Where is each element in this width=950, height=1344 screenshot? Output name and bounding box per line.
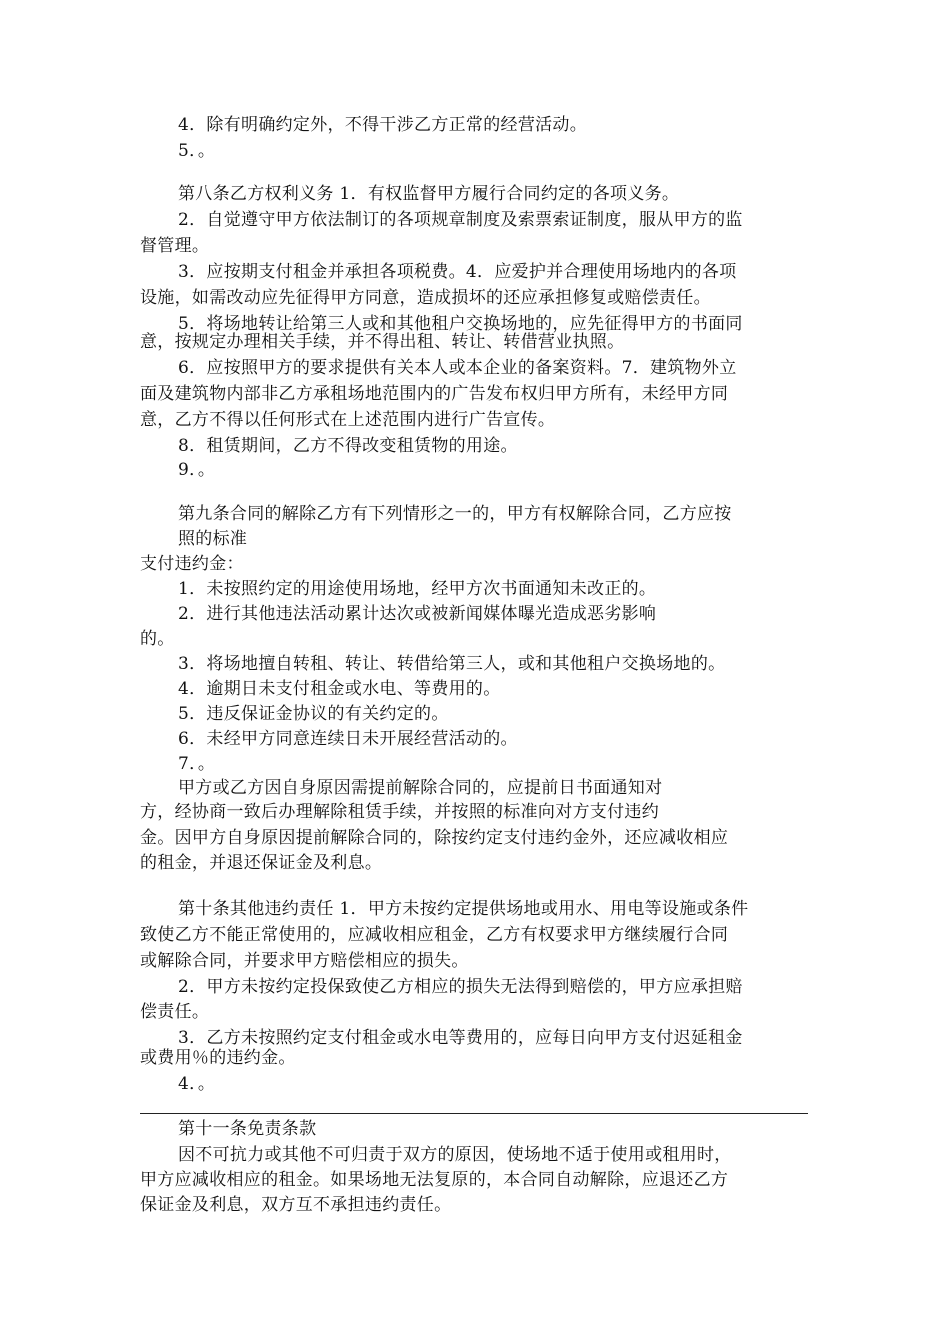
text-line: 或费用％的违约金。 [140, 1048, 296, 1068]
text-line: 1．未按照约定的用途使用场地，经甲方次书面通知未改正的。 [178, 579, 657, 599]
text-line: 9．。 [178, 460, 216, 480]
text-line: 6．应按照甲方的要求提供有关本人或本企业的备案资料。7．建筑物外立 [178, 358, 737, 378]
text-line: 8．租赁期间，乙方不得改变租赁物的用途。 [178, 436, 518, 456]
text-line: 金。因甲方自身原因提前解除合同的，除按约定支付违约金外，还应减收相应 [140, 828, 729, 848]
section-heading-11: 第十一条免责条款 [178, 1119, 317, 1139]
text-line: 4．。 [178, 1074, 216, 1094]
text-line: 3．乙方未按照约定支付租金或水电等费用的，应每日向甲方支付迟延租金 [178, 1028, 743, 1048]
text-line: 意，乙方不得以任何形式在上述范围内进行广告宣传。 [140, 410, 556, 430]
section-heading-8: 第八条乙方权利义务 1．有权监督甲方履行合同约定的各项义务。 [178, 184, 680, 204]
section-heading-10: 第十条其他违约责任 1．甲方未按约定提供场地或用水、用电等设施或条件 [178, 899, 749, 919]
text-line: 甲方或乙方因自身原因需提前解除合同的，应提前日书面通知对 [178, 778, 663, 798]
text-line: 5．违反保证金协议的有关约定的。 [178, 704, 449, 724]
text-line: 3．应按期支付租金并承担各项税费。4．应爱护并合理使用场地内的各项 [178, 262, 737, 282]
text-line: 意，按规定办理相关手续，并不得出租、转让、转借营业执照。 [140, 332, 625, 352]
text-line: 5．。 [178, 141, 216, 161]
text-line: 面及建筑物内部非乙方承租场地范围内的广告发布权归甲方所有，未经甲方同 [140, 384, 729, 404]
text-line: 2．进行其他违法活动累计达次或被新闻媒体曝光造成恶劣影响 [178, 604, 657, 624]
text-line: 4．除有明确约定外，不得干涉乙方正常的经营活动。 [178, 115, 588, 135]
text-line: 设施，如需改动应先征得甲方同意，造成损坏的还应承担修复或赔偿责任。 [140, 288, 711, 308]
text-line: 的租金，并退还保证金及利息。 [140, 853, 383, 873]
text-line: 方，经协商一致后办理解除租赁手续，并按照的标准向对方支付违约 [140, 802, 659, 822]
text-line: 的。 [140, 629, 175, 649]
text-line: 4．逾期日未支付租金或水电、等费用的。 [178, 679, 501, 699]
text-line: 或解除合同，并要求甲方赔偿相应的损失。 [140, 951, 469, 971]
text-line: 7．。 [178, 754, 216, 774]
text-line: 督管理。 [140, 236, 210, 256]
section-heading-9: 第九条合同的解除乙方有下列情形之一的，甲方有权解除合同，乙方应按 [178, 504, 732, 524]
text-line: 甲方应减收相应的租金。如果场地无法复原的，本合同自动解除，应退还乙方 [140, 1170, 729, 1190]
text-line: 2．甲方未按约定投保致使乙方相应的损失无法得到赔偿的，甲方应承担赔 [178, 977, 743, 997]
text-line: 2．自觉遵守甲方依法制订的各项规章制度及索票索证制度，服从甲方的监 [178, 210, 743, 230]
text-line: 照的标准 [178, 529, 248, 549]
text-line: 偿责任。 [140, 1002, 210, 1022]
text-line: 6．未经甲方同意连续日未开展经营活动的。 [178, 729, 518, 749]
text-line: 致使乙方不能正常使用的，应减收相应租金，乙方有权要求甲方继续履行合同 [140, 925, 729, 945]
text-line: 3．将场地擅自转租、转让、转借给第三人，或和其他租户交换场地的。 [178, 654, 726, 674]
text-line: 支付违约金： [140, 554, 244, 574]
text-line: 因不可抗力或其他不可归责于双方的原因，使场地不适于使用或租用时， [178, 1145, 732, 1165]
text-line: 保证金及利息，双方互不承担违约责任。 [140, 1195, 452, 1215]
text-line: 5．将场地转让给第三人或和其他租户交换场地的，应先征得甲方的书面同 [178, 314, 743, 334]
horizontal-rule [140, 1113, 808, 1114]
